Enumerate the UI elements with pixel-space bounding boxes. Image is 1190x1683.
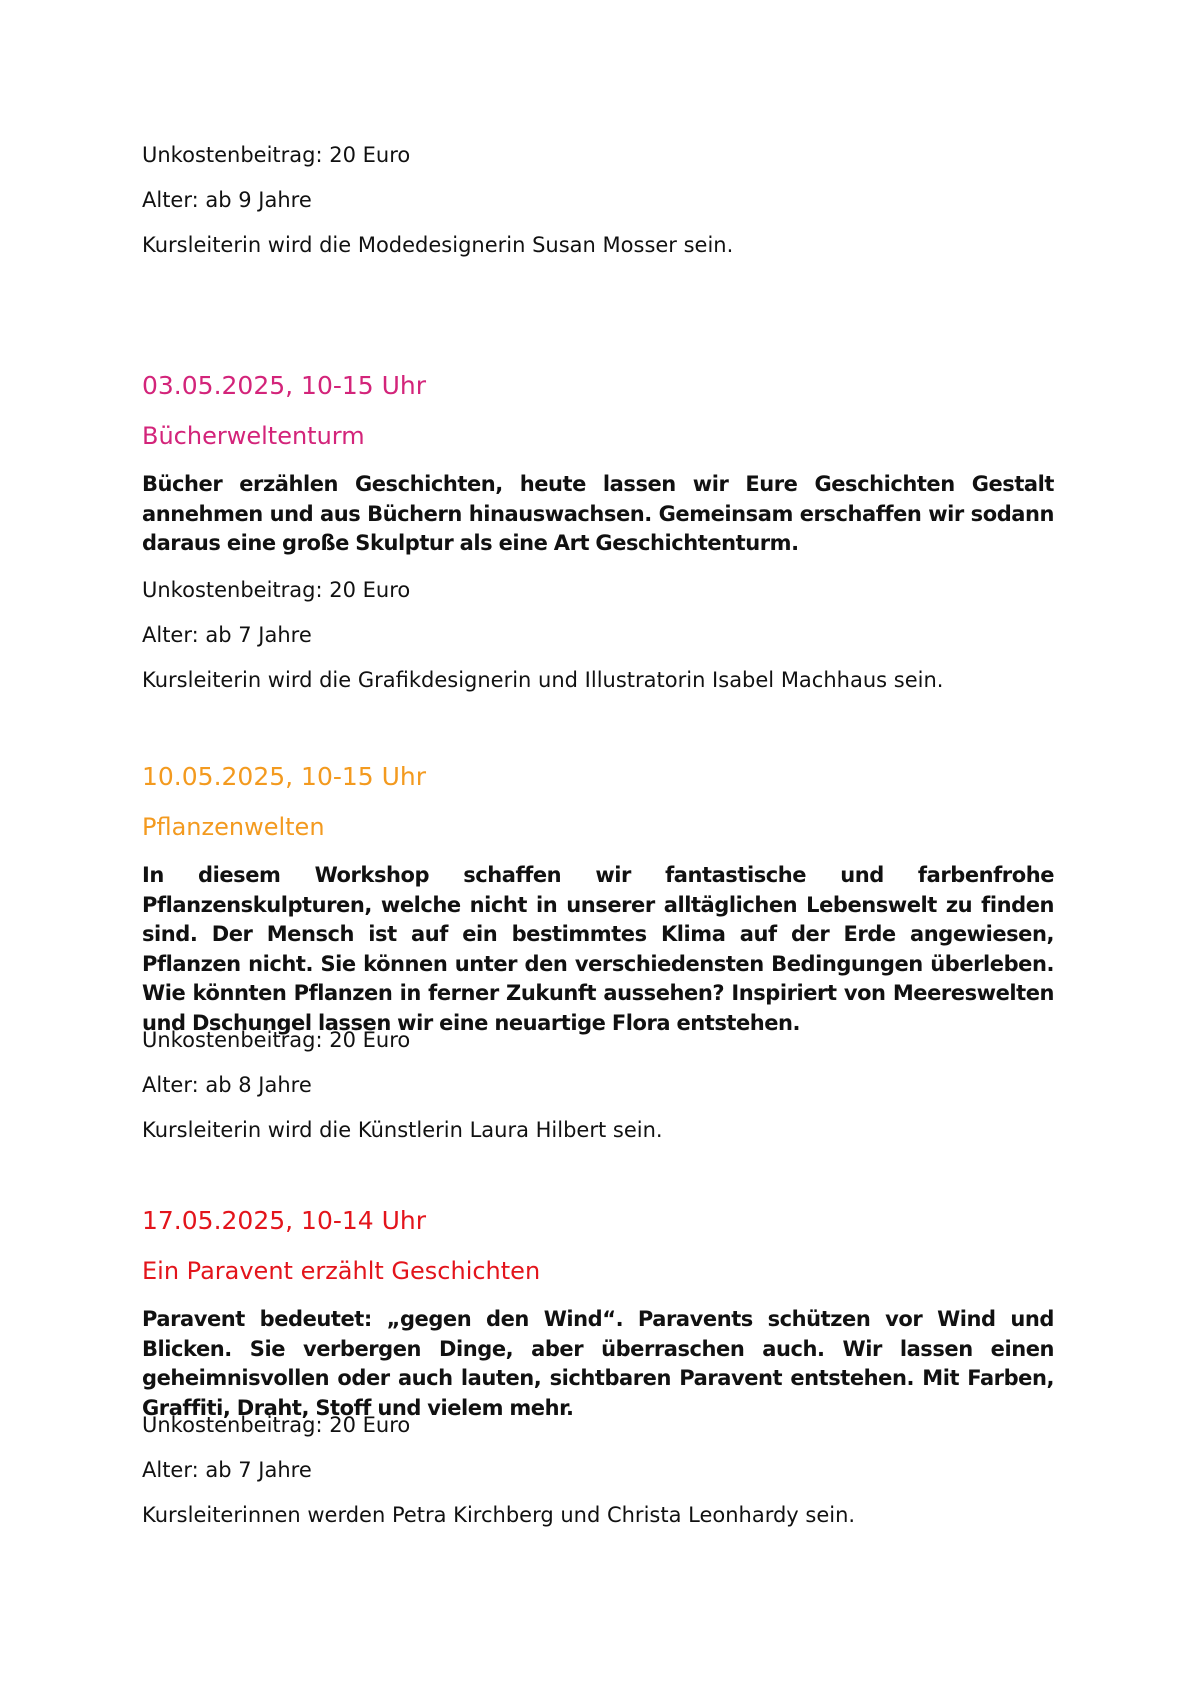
- workshop-2-title: Pflanzenwelten: [142, 813, 325, 841]
- intro-cost: Unkostenbeitrag: 20 Euro: [142, 143, 411, 167]
- workshop-1-date: 03.05.2025, 10-15 Uhr: [142, 371, 427, 400]
- intro-leader: Kursleiterin wird die Modedesignerin Susan Mosser sein.: [142, 233, 734, 257]
- workshop-3-leader: Kursleiterinnen werden Petra Kirchberg und Christa Leonhardy sein.: [142, 1503, 856, 1527]
- workshop-3-title: Ein Paravent erzählt Geschichten: [142, 1257, 541, 1285]
- workshop-1-description: Bücher erzählen Geschichten, heute lassen wir Eure Geschichten Gestalt annehmen und aus Büchern hinauswachsen. Gemeinsam erschaffen wir sodann daraus eine große Skulptur als eine Art Geschichtenturm.: [142, 472, 1054, 555]
- workshop-1-cost: Unkostenbeitrag: 20 Euro: [142, 578, 411, 602]
- workshop-3-description: Paravent bedeutet: „gegen den Wind“. Paravents schützen vor Wind und Blicken. Sie verbergen Dinge, aber überraschen auch. Wir lassen einen geheimnisvollen oder auch lauten, sichtbaren Paravent entstehen. Mit Farben, Graffiti, Draht, Stoff und vielem mehr.: [142, 1307, 1054, 1420]
- workshop-1-leader: Kursleiterin wird die Grafikdesignerin und Illustratorin Isabel Machhaus sein.: [142, 668, 944, 692]
- workshop-2-description: In diesem Workshop schaffen wir fantastische und farbenfrohe Pflanzenskulpturen, welche nicht in unserer alltäglichen Lebenswelt zu finden sind. Der Mensch ist auf ein bestimmtes Klima auf der Erde angewiesen, Pflanzen nicht. Sie können unter den verschiedensten Bedingungen überleben. Wie könnten Pflanzen in ferner Zukunft aussehen? Inspiriert von Meereswelten und Dschungel lassen wir eine neuartige Flora entstehen.: [142, 863, 1054, 1035]
- workshop-2-leader: Kursleiterin wird die Künstlerin Laura Hilbert sein.: [142, 1118, 663, 1142]
- workshop-1-title: Bücherweltenturm: [142, 422, 365, 450]
- intro-age: Alter: ab 9 Jahre: [142, 188, 312, 212]
- workshop-3-date: 17.05.2025, 10-14 Uhr: [142, 1206, 427, 1235]
- workshop-2-cost: Unkostenbeitrag: 20 Euro: [142, 1028, 411, 1052]
- workshop-1-age: Alter: ab 7 Jahre: [142, 623, 312, 647]
- workshop-3-cost: Unkostenbeitrag: 20 Euro: [142, 1413, 411, 1437]
- workshop-2-date: 10.05.2025, 10-15 Uhr: [142, 762, 427, 791]
- workshop-3-age: Alter: ab 7 Jahre: [142, 1458, 312, 1482]
- workshop-2-age: Alter: ab 8 Jahre: [142, 1073, 312, 1097]
